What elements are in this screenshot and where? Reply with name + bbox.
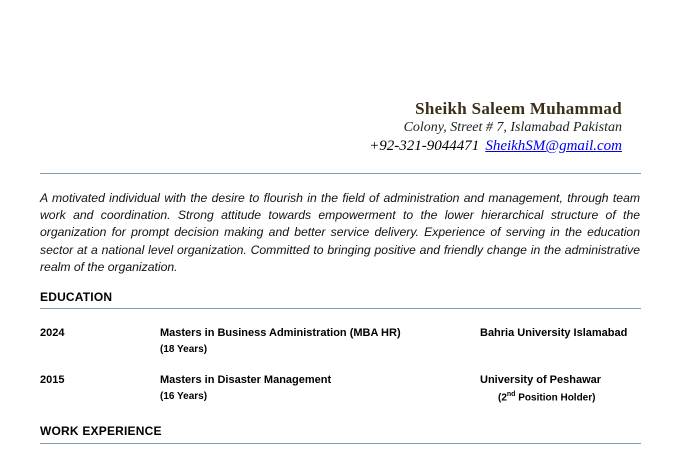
education-year: 2024 xyxy=(40,327,65,339)
work-experience-heading: WORK EXPERIENCE xyxy=(40,424,162,438)
profile-summary: A motivated individual with the desire to flourish in the field of administration and management, through team work and coordination. Strong attitude towards empowerment to the lower hierarchical structure of the organization for prompt decision making and better service delivery. Experience of serving in the education sector at a national level organization. Committed to bringing positive and friendly change in the administrative realm of the organization. xyxy=(40,191,640,274)
resume-header xyxy=(369,99,622,156)
phone-number: +92-321-9044471 xyxy=(369,138,480,154)
email-link[interactable]: SheikhSM@gmail.com xyxy=(485,138,622,154)
candidate-name: Sheikh Saleem Muhammad xyxy=(415,99,622,118)
contact-line xyxy=(369,137,622,156)
candidate-address: Colony, Street # 7, Islamabad Pakistan xyxy=(403,120,622,135)
education-duration: (18 Years) xyxy=(160,344,208,355)
education-divider xyxy=(40,308,641,309)
education-institution: University of Peshawar xyxy=(480,374,602,386)
education-degree: Masters in Business Administration (MBA HR) xyxy=(160,327,401,339)
education-duration: (16 Years) xyxy=(160,391,208,402)
work-experience-divider xyxy=(40,443,641,444)
honor-ordinal: nd xyxy=(506,391,516,398)
honor-suffix: Position Holder) xyxy=(515,392,596,404)
honor-prefix: (2 xyxy=(498,392,507,404)
education-heading: EDUCATION xyxy=(40,290,113,304)
education-degree: Masters in Disaster Management xyxy=(160,374,332,386)
education-honor xyxy=(498,391,595,403)
header-divider xyxy=(40,173,641,174)
education-institution: Bahria University Islamabad xyxy=(480,327,628,339)
education-year: 2015 xyxy=(40,374,65,386)
